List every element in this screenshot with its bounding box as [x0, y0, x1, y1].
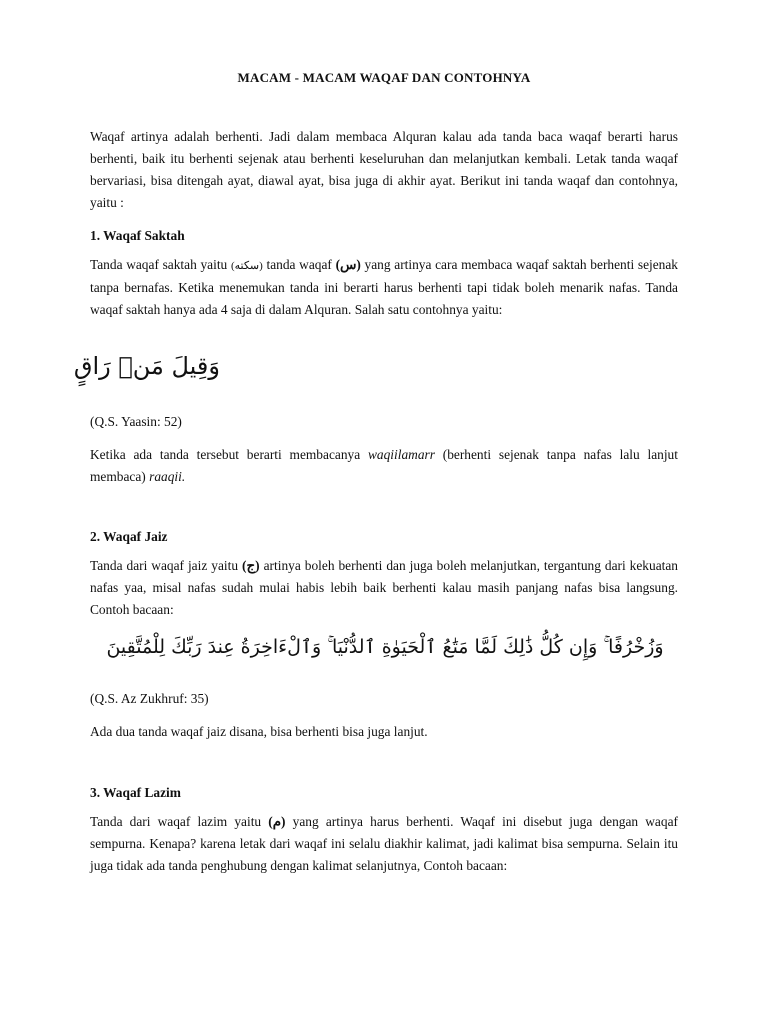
jaiz-text-start: Tanda dari waqaf jaiz yaitu — [90, 558, 239, 573]
intro-paragraph: Waqaf artinya adalah berhenti. Jadi dalam membaca Alquran kalau ada tanda baca waqaf berarti harus berhenti, baik itu berhenti sejenak atau berhenti keseluruhan dan melanjutkan kembali. Letak tanda waqaf bervariasi, bisa ditengah ayat, diawal ayat, bisa juga di akhir ayat. Berikut ini tanda waqaf dan contohnya, yaitu : — [90, 129, 678, 210]
jaiz-citation: (Q.S. Az Zukhruf: 35) — [90, 691, 209, 706]
jaiz-text-end: artinya boleh berhenti dan juga boleh melanjutkan, tergantung dari kekuatan nafas yaa, misal nafas sudah mulai habis lebih baik berhenti kalau masih panjang nafas bisa langsung. Contoh bacaan: — [90, 558, 678, 617]
saktah-text-start: Tanda waqaf saktah yaitu — [90, 257, 228, 272]
jaiz-note: Ada dua tanda waqaf jaiz disana, bisa berhenti bisa juga lanjut. — [90, 724, 428, 739]
lazim-text-start: Tanda dari waqaf lazim yaitu — [90, 814, 262, 829]
page-title: MACAM - MACAM WAQAF DAN CONTOHNYA — [237, 70, 531, 85]
saktah-text-end: yang artinya cara membaca waqaf saktah berhenti sejenak tanpa bernafas. Ketika menemukan tanda ini berarti harus berhenti tapi tidak boleh menarik nafas. Tanda waqaf saktah hanya ada 4 saja di dalam Alquran. Salah satu contohnya yaitu: — [90, 257, 679, 317]
jaiz-mark: (ج) — [242, 558, 260, 573]
saktah-note-italic-1: waqiilamarr — [367, 447, 435, 462]
section-heading-jaiz: 2. Waqaf Jaiz — [90, 529, 168, 544]
lazim-mark: (م) — [268, 814, 286, 829]
saktah-arabic-verse: وَقِيلَ مَنۜ رَاقٍ — [73, 352, 220, 380]
saktah-note-start: Ketika ada tanda tersebut berarti membacanya — [90, 447, 361, 462]
saktah-mark-name: (سكته) — [230, 260, 263, 272]
lazim-paragraph — [90, 811, 678, 877]
saktah-citation: (Q.S. Yaasin: 52) — [90, 414, 182, 429]
saktah-text-mid: tanda waqaf — [266, 257, 332, 272]
saktah-note — [90, 444, 678, 488]
saktah-note-mid: (berhenti sejenak tanpa nafas lalu lanjut membaca) — [90, 447, 678, 484]
jaiz-arabic-verse: وَزُخْرُفًا ۚ وَإِن كُلُّ ذَٰلِكَ لَمَّا مَتَٰعُ ٱلْحَيَوٰةِ ٱلدُّنْيَا ۚ وَٱلْءَاخِرَةُ عِندَ رَبِّكَ لِلْمُتَّقِينَ — [106, 636, 664, 658]
jaiz-paragraph — [90, 555, 678, 621]
section-heading-lazim: 3. Waqaf Lazim — [90, 785, 181, 800]
lazim-text-end: yang artinya harus berhenti. Waqaf ini disebut juga dengan waqaf sempurna. Kenapa? karena letak dari waqaf ini selalu diakhir kalimat, jadi kalimat bisa sempurna. Selain itu juga tidak ada tanda penghubung dengan kalimat selanjutnya, Contoh bacaan: — [90, 814, 678, 873]
section-heading-saktah: 1. Waqaf Saktah — [90, 228, 185, 243]
saktah-mark: (س) — [335, 257, 361, 272]
saktah-paragraph — [90, 254, 678, 321]
saktah-note-italic-2: raaqii. — [149, 469, 186, 484]
